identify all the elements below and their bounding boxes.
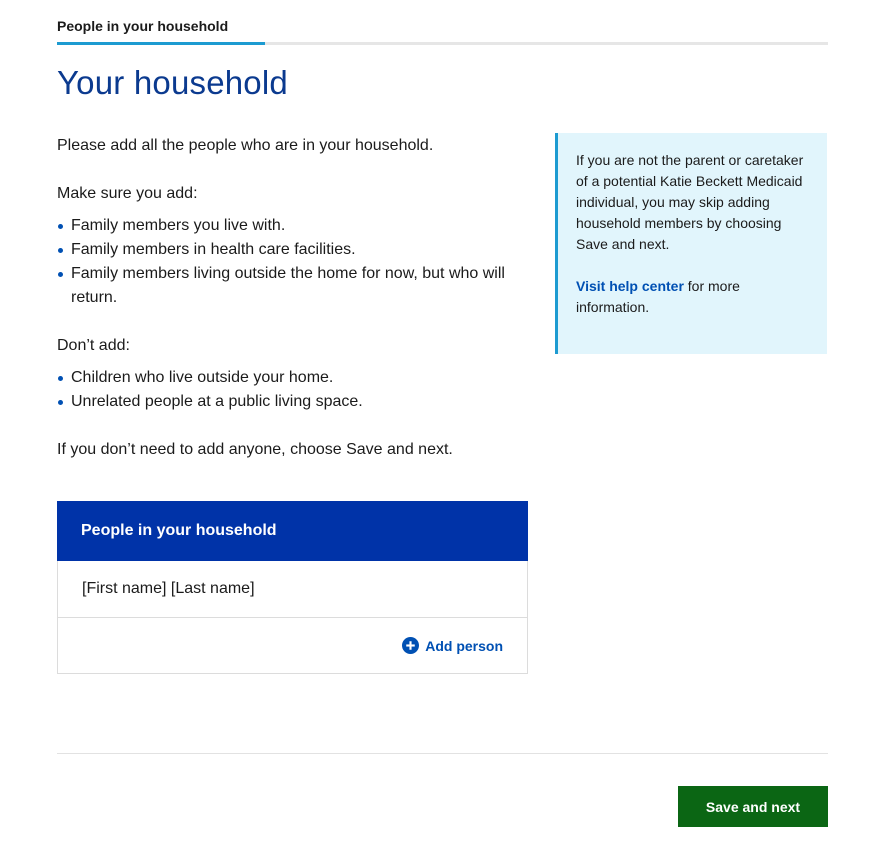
add-person-button[interactable] [402,637,503,654]
table-row[interactable]: [First name] [Last name] [57,561,528,618]
list-item: Family members in health care facilities. [57,238,527,262]
save-and-next-button[interactable]: Save and next [678,786,828,827]
list-item: Family members you live with. [57,214,527,238]
add-list [57,214,527,310]
page-title: Your household [57,64,288,101]
help-paragraph [576,276,815,318]
info-callout [555,133,827,354]
list-item: Unrelated people at a public living space. [57,390,527,414]
household-table [57,501,528,674]
help-suffix: for more information. [576,278,740,315]
tab-people-in-household[interactable]: People in your household [57,18,229,34]
bullet-icon [58,224,63,229]
add-person-label: Add person [425,637,503,654]
table-footer [57,618,528,674]
list-item: Children who live outside your home. [57,366,527,390]
footer-divider [57,753,828,754]
bullet-icon [58,400,63,405]
add-heading: Make sure you add: [57,185,198,202]
intro-text: Please add all the people who are in your household. [57,137,434,154]
info-text: If you are not the parent or caretaker of a potential Katie Beckett Medicaid individual, you may skip adding household members by choosing Save and next. [576,152,804,252]
list-item: Family members living outside the home for now, but who will return. [57,262,527,310]
progress-track [57,42,828,45]
dont-add-list [57,366,527,414]
table-header: People in your household [57,501,528,561]
bullet-icon [58,376,63,381]
dont-add-heading: Don’t add: [57,337,130,354]
help-center-link[interactable]: Visit help center [576,278,684,294]
skip-note: If you don’t need to add anyone, choose Save and next. [57,441,453,458]
plus-circle-icon [402,637,419,654]
progress-tabs [57,0,828,46]
bullet-icon [58,248,63,253]
instructions [57,134,527,462]
progress-indicator [57,42,265,45]
bullet-icon [58,272,63,277]
